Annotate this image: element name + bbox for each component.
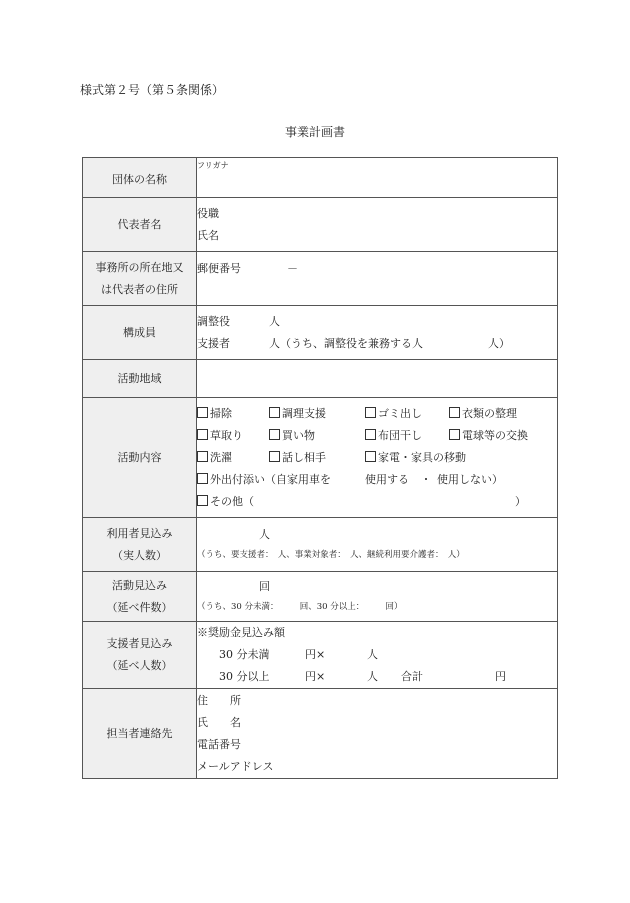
contact-phone: 電話番号 bbox=[197, 737, 241, 751]
label-office-line1: 事務所の所在地又 bbox=[95, 260, 184, 274]
under30-label: 30 分未満 bbox=[219, 648, 270, 661]
activity-talking[interactable]: 話し相手 bbox=[269, 447, 365, 469]
activity-clothes[interactable]: 衣類の整理 bbox=[449, 403, 517, 425]
users-breakdown: （うち、要支援者： 人、事業対象者： 人、継続利用要介護者： 人） bbox=[197, 549, 465, 560]
members-field[interactable] bbox=[197, 306, 558, 360]
row-supporters bbox=[83, 622, 558, 689]
escort-dot: ・ bbox=[420, 472, 432, 486]
activity-furniture[interactable]: 家電・家具の移動 bbox=[365, 447, 466, 469]
activity-bulb[interactable]: 電球等の交換 bbox=[449, 425, 528, 447]
activity-cooking[interactable]: 調理支援 bbox=[269, 403, 365, 425]
row-office bbox=[83, 252, 558, 306]
over30-yen: 円× bbox=[305, 670, 326, 683]
coordinator-unit: 人 bbox=[269, 314, 280, 328]
label-activities: 活動内容 bbox=[83, 398, 197, 518]
label-supporters-line1: 支援者見込み bbox=[106, 637, 173, 650]
label-users-line2: （実人数） bbox=[112, 548, 167, 562]
contact-name: 氏 名 bbox=[197, 715, 241, 729]
postal-dash: － bbox=[287, 262, 298, 275]
activity-escort[interactable]: 外出付添い（自家用車を bbox=[197, 469, 365, 491]
label-supporters bbox=[83, 622, 197, 689]
label-representative: 代表者名 bbox=[83, 198, 197, 252]
contact-address: 住 所 bbox=[197, 693, 241, 707]
checkbox-icon bbox=[365, 451, 376, 462]
supporters-field[interactable] bbox=[197, 622, 558, 689]
checkbox-icon bbox=[269, 407, 280, 418]
row-members bbox=[83, 306, 558, 360]
furigana-label: フリガナ bbox=[197, 161, 229, 170]
label-activity-line2: （延べ件数） bbox=[106, 600, 173, 614]
checkbox-icon bbox=[197, 407, 208, 418]
area-field[interactable] bbox=[197, 360, 558, 398]
checkbox-icon bbox=[449, 429, 460, 440]
supporter-label: 支援者 bbox=[197, 336, 230, 350]
activity-laundry[interactable]: 洗濯 bbox=[197, 447, 269, 469]
checkbox-icon bbox=[269, 429, 280, 440]
label-users-line1: 利用者見込み bbox=[106, 526, 173, 540]
row-representative bbox=[83, 198, 558, 252]
org-name-field[interactable] bbox=[197, 158, 558, 198]
checkbox-icon bbox=[365, 429, 376, 440]
label-contact: 担当者連絡先 bbox=[83, 689, 197, 779]
activity-weeding[interactable]: 草取り bbox=[197, 425, 269, 447]
label-org-name: 団体の名称 bbox=[83, 158, 197, 198]
label-office bbox=[83, 252, 197, 306]
position-label: 役職 bbox=[197, 206, 219, 220]
label-area: 活動地域 bbox=[83, 360, 197, 398]
users-unit: 人 bbox=[259, 527, 270, 541]
checkbox-icon bbox=[269, 451, 280, 462]
contact-field[interactable] bbox=[197, 689, 558, 779]
checkbox-icon bbox=[197, 451, 208, 462]
activity-cleaning[interactable]: 掃除 bbox=[197, 403, 269, 425]
activity-garbage[interactable]: ゴミ出し bbox=[365, 403, 449, 425]
activity-futon[interactable]: 布団干し bbox=[365, 425, 449, 447]
label-users bbox=[83, 518, 197, 572]
activity-count-unit: 回 bbox=[259, 579, 270, 593]
row-area bbox=[83, 360, 558, 398]
total-yen: 円 bbox=[495, 670, 506, 683]
over30-label: 30 分以上 bbox=[219, 670, 270, 683]
label-members: 構成員 bbox=[83, 306, 197, 360]
incentive-label: ※奨励金見込み額 bbox=[197, 626, 285, 639]
row-activities bbox=[83, 398, 558, 518]
users-field[interactable] bbox=[197, 518, 558, 572]
checkbox-icon bbox=[197, 429, 208, 440]
over30-person: 人 bbox=[367, 670, 378, 683]
row-activity-count bbox=[83, 572, 558, 622]
total-label: 合計 bbox=[401, 670, 423, 683]
checkbox-icon bbox=[449, 407, 460, 418]
activity-other[interactable]: その他（ bbox=[197, 491, 515, 513]
contact-email: メールアドレス bbox=[197, 759, 274, 773]
activity-shopping[interactable]: 買い物 bbox=[269, 425, 365, 447]
checkbox-icon bbox=[197, 473, 208, 484]
supporter-unit: 人（うち、調整役を兼務する人 bbox=[269, 336, 423, 350]
escort-use[interactable]: 使用する bbox=[365, 472, 409, 486]
label-activity-line1: 活動見込み bbox=[112, 578, 167, 592]
under30-yen: 円× bbox=[305, 648, 326, 661]
checkbox-icon bbox=[197, 495, 208, 506]
row-contact bbox=[83, 689, 558, 779]
form-number: 様式第２号（第５条関係） bbox=[80, 83, 225, 97]
row-org-name bbox=[83, 158, 558, 198]
activity-count-breakdown: （うち、30 分未満： 回、30 分以上： 回） bbox=[197, 601, 403, 612]
under30-person: 人 bbox=[367, 648, 378, 661]
office-field[interactable] bbox=[197, 252, 558, 306]
label-activity-count bbox=[83, 572, 197, 622]
other-close: ） bbox=[515, 494, 526, 508]
row-users bbox=[83, 518, 558, 572]
label-office-line2: は代表者の住所 bbox=[101, 282, 178, 296]
checkbox-icon bbox=[365, 407, 376, 418]
coordinator-label: 調整役 bbox=[197, 314, 230, 328]
activity-count-field[interactable] bbox=[197, 572, 558, 622]
supporter-close: 人） bbox=[488, 336, 510, 350]
name-label: 氏名 bbox=[197, 228, 219, 242]
representative-field[interactable] bbox=[197, 198, 558, 252]
document-title: 事業計画書 bbox=[284, 125, 345, 139]
activities-field bbox=[197, 398, 558, 518]
label-supporters-line2: （延べ人数） bbox=[106, 659, 173, 672]
postal-label: 郵便番号 bbox=[197, 262, 241, 275]
escort-not-use[interactable]: 使用しない） bbox=[437, 472, 503, 486]
plan-table bbox=[82, 157, 558, 779]
